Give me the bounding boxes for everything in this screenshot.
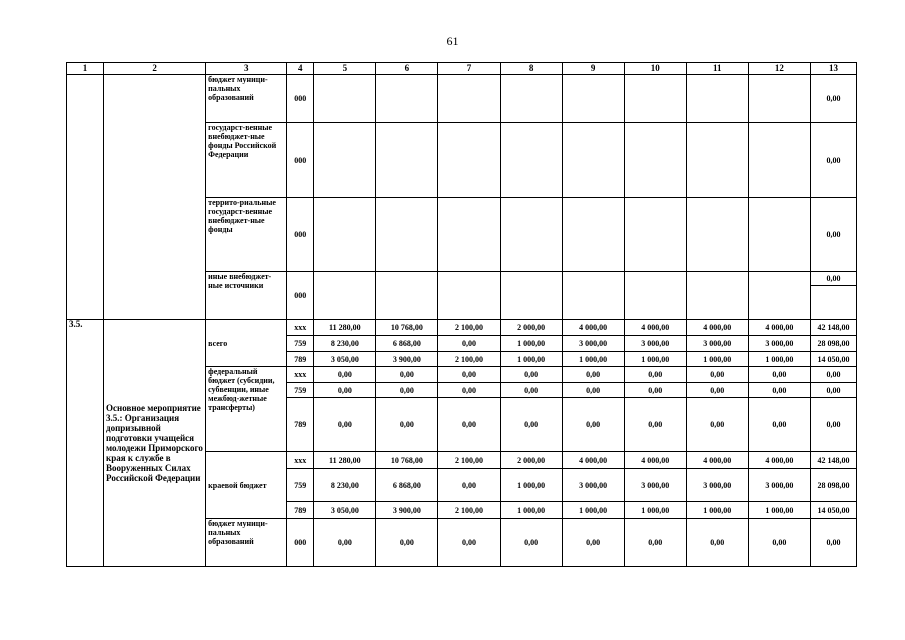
- value-cell: 3 000,00: [686, 336, 748, 352]
- value-cell: [500, 272, 562, 320]
- value-cell: 0,00: [748, 519, 810, 567]
- value-cell: 4 000,00: [748, 320, 810, 336]
- value-cell: 0,00: [500, 519, 562, 567]
- value-cell: 6 868,00: [376, 336, 438, 352]
- value-cell: 0,00: [438, 398, 500, 452]
- value-cell: [438, 123, 500, 198]
- total-cell: 14 050,00: [810, 352, 856, 367]
- value-cell: 4 000,00: [624, 452, 686, 469]
- value-cell: [438, 272, 500, 320]
- value-cell: 3 050,00: [314, 352, 376, 367]
- value-cell: 0,00: [438, 519, 500, 567]
- value-cell: 2 100,00: [438, 320, 500, 336]
- page-number: 61: [446, 34, 459, 48]
- value-cell: 3 000,00: [748, 469, 810, 502]
- value-cell: [624, 75, 686, 123]
- column-header: 6: [376, 63, 438, 75]
- value-cell: 4 000,00: [686, 320, 748, 336]
- value-cell: 0,00: [562, 367, 624, 383]
- value-cell: 0,00: [748, 398, 810, 452]
- value-cell: 4 000,00: [748, 452, 810, 469]
- total-cell: 0,00: [810, 519, 856, 567]
- value-cell: 0,00: [500, 398, 562, 452]
- value-cell: 0,00: [686, 398, 748, 452]
- value-cell: 0,00: [500, 367, 562, 383]
- funding-source: государст-венные внебюджет-ные фонды Российской Федерации: [206, 123, 287, 198]
- budget-code: 000: [287, 123, 314, 198]
- value-cell: 0,00: [562, 519, 624, 567]
- value-cell: 4 000,00: [562, 452, 624, 469]
- value-cell: 3 000,00: [562, 336, 624, 352]
- value-cell: 1 000,00: [748, 502, 810, 519]
- value-cell: 3 000,00: [624, 336, 686, 352]
- funding-source: иные внебюджет-ные источники: [206, 272, 287, 320]
- column-header: 12: [748, 63, 810, 75]
- value-cell: [562, 75, 624, 123]
- value-cell: [500, 123, 562, 198]
- value-cell: 2 000,00: [500, 320, 562, 336]
- value-cell: 0,00: [438, 383, 500, 398]
- value-cell: 1 000,00: [500, 352, 562, 367]
- funding-source: бюджет муници-пальных образований: [206, 75, 287, 123]
- column-header-row: [67, 63, 857, 75]
- budget-code: 789: [287, 352, 314, 367]
- value-cell: 8 230,00: [314, 469, 376, 502]
- value-cell: 0,00: [438, 367, 500, 383]
- value-cell: [314, 75, 376, 123]
- budget-code: xxx: [287, 367, 314, 383]
- funding-source: краевой бюджет: [206, 452, 287, 519]
- table-row: [67, 75, 857, 123]
- budget-code: 759: [287, 469, 314, 502]
- value-cell: 11 280,00: [314, 320, 376, 336]
- value-cell: [376, 123, 438, 198]
- value-cell: 10 768,00: [376, 320, 438, 336]
- value-cell: 6 868,00: [376, 469, 438, 502]
- value-cell: 3 000,00: [562, 469, 624, 502]
- value-cell: 0,00: [314, 398, 376, 452]
- value-cell: 0,00: [748, 367, 810, 383]
- value-cell: 0,00: [686, 519, 748, 567]
- value-cell: 2 100,00: [438, 502, 500, 519]
- budget-code: 000: [287, 198, 314, 272]
- total-cell: 0,00: [810, 75, 856, 123]
- column-header: 3: [206, 63, 287, 75]
- value-cell: 8 230,00: [314, 336, 376, 352]
- value-cell: [748, 198, 810, 272]
- value-cell: 0,00: [686, 383, 748, 398]
- budget-code: 759: [287, 336, 314, 352]
- measure-name: Основное мероприятие 3.5.: Организация допризывной подготовки учащейся молодежи Приморского края к службе в Вооруженных Силах Российской Федерации: [104, 320, 206, 567]
- value-cell: 11 280,00: [314, 452, 376, 469]
- total-cell: 0,00: [810, 398, 856, 452]
- column-header: 2: [104, 63, 206, 75]
- column-header: 7: [438, 63, 500, 75]
- value-cell: 4 000,00: [624, 320, 686, 336]
- total-cell: [810, 272, 856, 320]
- column-header: 10: [624, 63, 686, 75]
- value-cell: 3 050,00: [314, 502, 376, 519]
- value-cell: [376, 198, 438, 272]
- column-header: 9: [562, 63, 624, 75]
- value-cell: [500, 198, 562, 272]
- funding-source: федеральный бюджет (субсидии, субвенции, иные межбюд-жетные трансферты): [206, 367, 287, 452]
- value-cell: [562, 123, 624, 198]
- value-cell: 0,00: [376, 519, 438, 567]
- total-value: 0,00: [811, 272, 856, 286]
- value-cell: 1 000,00: [562, 352, 624, 367]
- column-header: 5: [314, 63, 376, 75]
- budget-code: 789: [287, 398, 314, 452]
- value-cell: 0,00: [438, 336, 500, 352]
- value-cell: 0,00: [686, 367, 748, 383]
- row-number-cell: [67, 75, 104, 320]
- column-header: 11: [686, 63, 748, 75]
- value-cell: [314, 198, 376, 272]
- value-cell: [376, 272, 438, 320]
- value-cell: 3 000,00: [624, 469, 686, 502]
- value-cell: 1 000,00: [624, 352, 686, 367]
- value-cell: 4 000,00: [562, 320, 624, 336]
- value-cell: 1 000,00: [500, 469, 562, 502]
- value-cell: [624, 123, 686, 198]
- funding-source: бюджет муници-пальных образований: [206, 519, 287, 567]
- value-cell: [500, 75, 562, 123]
- value-cell: [686, 75, 748, 123]
- value-cell: [376, 75, 438, 123]
- value-cell: 0,00: [624, 367, 686, 383]
- value-cell: [686, 123, 748, 198]
- value-cell: 0,00: [624, 398, 686, 452]
- total-cell: 42 148,00: [810, 320, 856, 336]
- value-cell: [562, 272, 624, 320]
- value-cell: 3 000,00: [748, 336, 810, 352]
- value-cell: 0,00: [376, 367, 438, 383]
- value-cell: 2 000,00: [500, 452, 562, 469]
- total-cell: 0,00: [810, 367, 856, 383]
- funding-source: всего: [206, 320, 287, 367]
- budget-code: xxx: [287, 320, 314, 336]
- funding-source: террито-риальные государст-венные внебюджет-ные фонды: [206, 198, 287, 272]
- value-cell: 0,00: [500, 383, 562, 398]
- budget-code: 759: [287, 383, 314, 398]
- value-cell: 1 000,00: [686, 502, 748, 519]
- measure-name-cell: [104, 75, 206, 320]
- value-cell: 0,00: [562, 398, 624, 452]
- value-cell: [562, 198, 624, 272]
- value-cell: 0,00: [314, 383, 376, 398]
- table-row: [67, 320, 857, 336]
- measure-number: 3.5.: [67, 320, 104, 567]
- value-cell: 1 000,00: [562, 502, 624, 519]
- budget-code: xxx: [287, 452, 314, 469]
- value-cell: 0,00: [376, 398, 438, 452]
- total-cell: 0,00: [810, 123, 856, 198]
- budget-code: 000: [287, 272, 314, 320]
- value-cell: 3 900,00: [376, 352, 438, 367]
- value-cell: 0,00: [438, 469, 500, 502]
- total-cell: 14 050,00: [810, 502, 856, 519]
- value-cell: 10 768,00: [376, 452, 438, 469]
- budget-code: 789: [287, 502, 314, 519]
- value-cell: 1 000,00: [624, 502, 686, 519]
- column-header: 4: [287, 63, 314, 75]
- value-cell: [686, 272, 748, 320]
- column-header: 8: [500, 63, 562, 75]
- column-header: 1: [67, 63, 104, 75]
- value-cell: [438, 198, 500, 272]
- value-cell: [748, 123, 810, 198]
- budget-code: 000: [287, 75, 314, 123]
- column-header: 13: [810, 63, 856, 75]
- value-cell: 0,00: [624, 519, 686, 567]
- value-cell: 0,00: [314, 367, 376, 383]
- value-cell: [624, 272, 686, 320]
- value-cell: 3 900,00: [376, 502, 438, 519]
- value-cell: 1 000,00: [500, 502, 562, 519]
- value-cell: 2 100,00: [438, 452, 500, 469]
- value-cell: [624, 198, 686, 272]
- value-cell: 2 100,00: [438, 352, 500, 367]
- value-cell: 0,00: [314, 519, 376, 567]
- value-cell: 1 000,00: [686, 352, 748, 367]
- value-cell: 0,00: [748, 383, 810, 398]
- value-cell: [438, 75, 500, 123]
- value-cell: [748, 272, 810, 320]
- total-cell: 28 098,00: [810, 469, 856, 502]
- total-cell: 42 148,00: [810, 452, 856, 469]
- value-cell: 1 000,00: [748, 352, 810, 367]
- total-cell: 0,00: [810, 383, 856, 398]
- total-cell: 0,00: [810, 198, 856, 272]
- value-cell: 0,00: [562, 383, 624, 398]
- value-cell: 3 000,00: [686, 469, 748, 502]
- value-cell: [314, 272, 376, 320]
- budget-table: [66, 62, 857, 567]
- value-cell: 0,00: [376, 383, 438, 398]
- value-cell: 0,00: [624, 383, 686, 398]
- value-cell: [314, 123, 376, 198]
- value-cell: [748, 75, 810, 123]
- value-cell: 4 000,00: [686, 452, 748, 469]
- value-cell: [686, 198, 748, 272]
- value-cell: 1 000,00: [500, 336, 562, 352]
- budget-code: 000: [287, 519, 314, 567]
- total-cell: 28 098,00: [810, 336, 856, 352]
